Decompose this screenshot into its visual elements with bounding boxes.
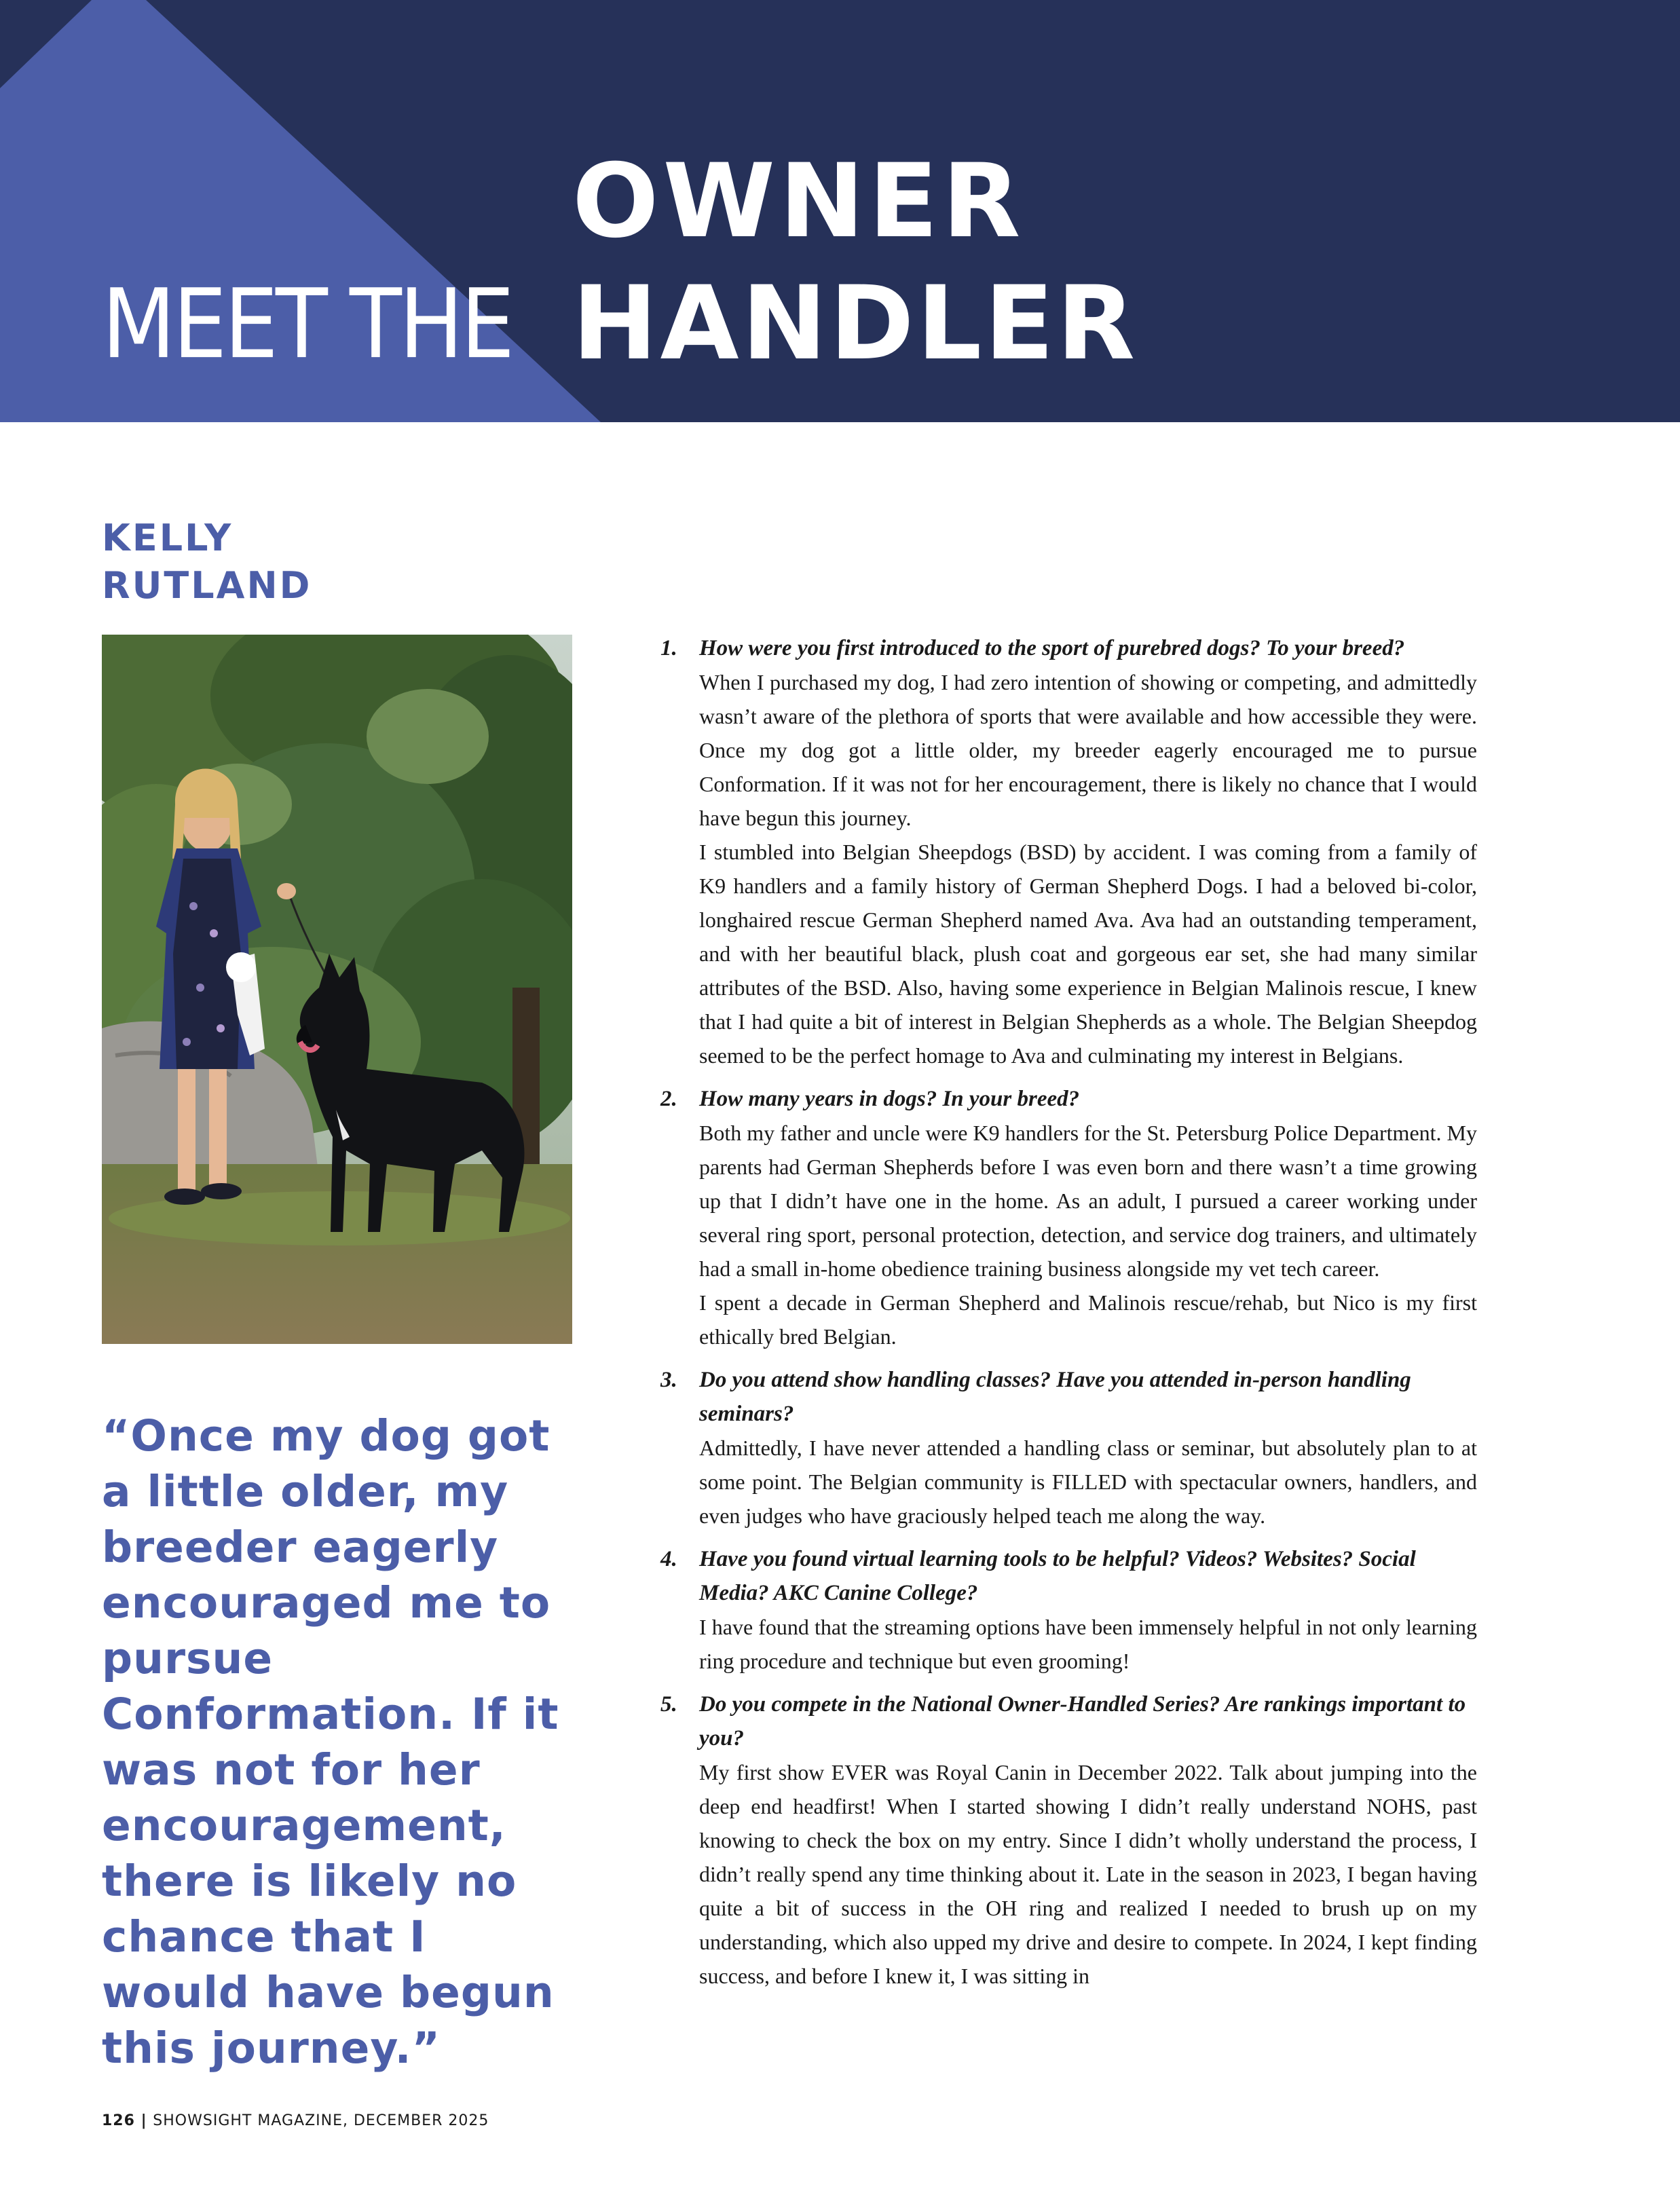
- question-text: Do you attend show handling classes? Have you attended in-person handling seminars?: [699, 1368, 1411, 1426]
- title-owner: OWNER: [572, 143, 1025, 261]
- question-number: 2.: [660, 1087, 677, 1111]
- last-name: RUTLAND: [102, 564, 312, 607]
- question-text: How were you first introduced to the sport of purebred dogs? To your breed?: [699, 636, 1405, 660]
- question-item: [660, 1082, 1477, 1353]
- question-item: [660, 631, 1477, 1072]
- answer-paragraph: I have found that the streaming options have been immensely helpful in not only learning ring procedure and technique but even grooming!: [699, 1615, 1477, 1673]
- question-item: [660, 1363, 1477, 1533]
- question-text: Have you found virtual learning tools to be helpful? Videos? Websites? Social Media? AKC Canine College?: [699, 1547, 1416, 1605]
- answer-paragraph: Admittedly, I have never attended a handling class or seminar, but absolutely plan to at some point. The Belgian community is FILLED with spectacular owners, handlers, and even judges who have graciously helped teach me along the way.: [699, 1436, 1477, 1528]
- answer-paragraph: When I purchased my dog, I had zero intention of showing or competing, and admittedly wasn’t aware of the plethora of sports that were available and how accessible they were. Once my dog got a little older, my breeder eagerly encouraged me to pursue Conformation. If it was not for her encouragement, there is likely no chance that I would have begun this journey.: [699, 670, 1477, 830]
- page-footer: [102, 2112, 489, 2129]
- question-number: 1.: [660, 636, 677, 660]
- question-number: 4.: [660, 1547, 677, 1571]
- question-number: 3.: [660, 1368, 677, 1392]
- question-text: How many years in dogs? In your breed?: [699, 1087, 1080, 1111]
- answer-paragraph: My first show EVER was Royal Canin in December 2022. Talk about jumping into the deep end headfirst! When I started showing I didn’t really understand NOHS, past knowing to check the box on my entry. Since I didn’t wholly understand the process, I didn’t really spend any time thinking about it. Late in the season in 2023, I began having quite a bit of success in the OH ring and realized I needed to brush up on my understanding, which also upped my drive and desire to compete. In 2024, I kept finding success, and before I knew it, I was sitting in: [699, 1760, 1477, 1988]
- answer-paragraph: I stumbled into Belgian Sheepdogs (BSD) by accident. I was coming from a family of K9 handlers and a family history of German Shepherd Dogs. I had a beloved bi-color, longhaired rescue German Shepherd named Ava. Ava had an outstanding temperament, and with her beautiful black, plush coat and gorgeous ear set, she had many similar attributes of the BSD. Also, having some experience in Belgian Malinois rescue, I knew that I had quite a bit of interest in Belgian Shepherds as a whole. The Belgian Sheepdog seemed to be the perfect homage to Ava and culminating my interest in Belgians.: [699, 840, 1477, 1068]
- title-meet-the: MEET THE: [102, 268, 512, 380]
- question-text: Do you compete in the National Owner-Handled Series? Are rankings important to you?: [699, 1692, 1466, 1751]
- question-item: [660, 1542, 1477, 1678]
- header-banner: [0, 0, 1680, 422]
- title-handler: HANDLER: [572, 265, 1138, 383]
- question-item: [660, 1687, 1477, 1993]
- question-number: 5.: [660, 1692, 677, 1717]
- handler-name: [102, 514, 312, 610]
- publication-info: SHOWSIGHT MAGAZINE, DECEMBER 2025: [153, 2112, 489, 2129]
- first-name: KELLY: [102, 517, 234, 559]
- footer-separator: |: [134, 2112, 153, 2129]
- answer-paragraph: Both my father and uncle were K9 handlers for the St. Petersburg Police Department. My parents had German Shepherds before I was even born and there wasn’t a time growing up that I didn’t have one in the home. As an adult, I pursued a career working under several ring sport, personal protection, detection, and service dog trainers, and ultimately had a small in-home obedience training business alongside my vet tech career.: [699, 1121, 1477, 1281]
- photo-illustration: [102, 635, 572, 1344]
- page-number: 126: [102, 2112, 135, 2129]
- pull-quote: “Once my dog got a little older, my breeder eagerly encouraged me to pursue Conformation. If it was not for her encouragement, there is likely no chance that I would have begun this journey.”: [102, 1411, 559, 2073]
- answer-paragraph: I spent a decade in German Shepherd and Malinois rescue/rehab, but Nico is my first ethically bred Belgian.: [699, 1290, 1477, 1349]
- interview-questions: [660, 631, 1477, 2002]
- handler-photo: [102, 635, 572, 1344]
